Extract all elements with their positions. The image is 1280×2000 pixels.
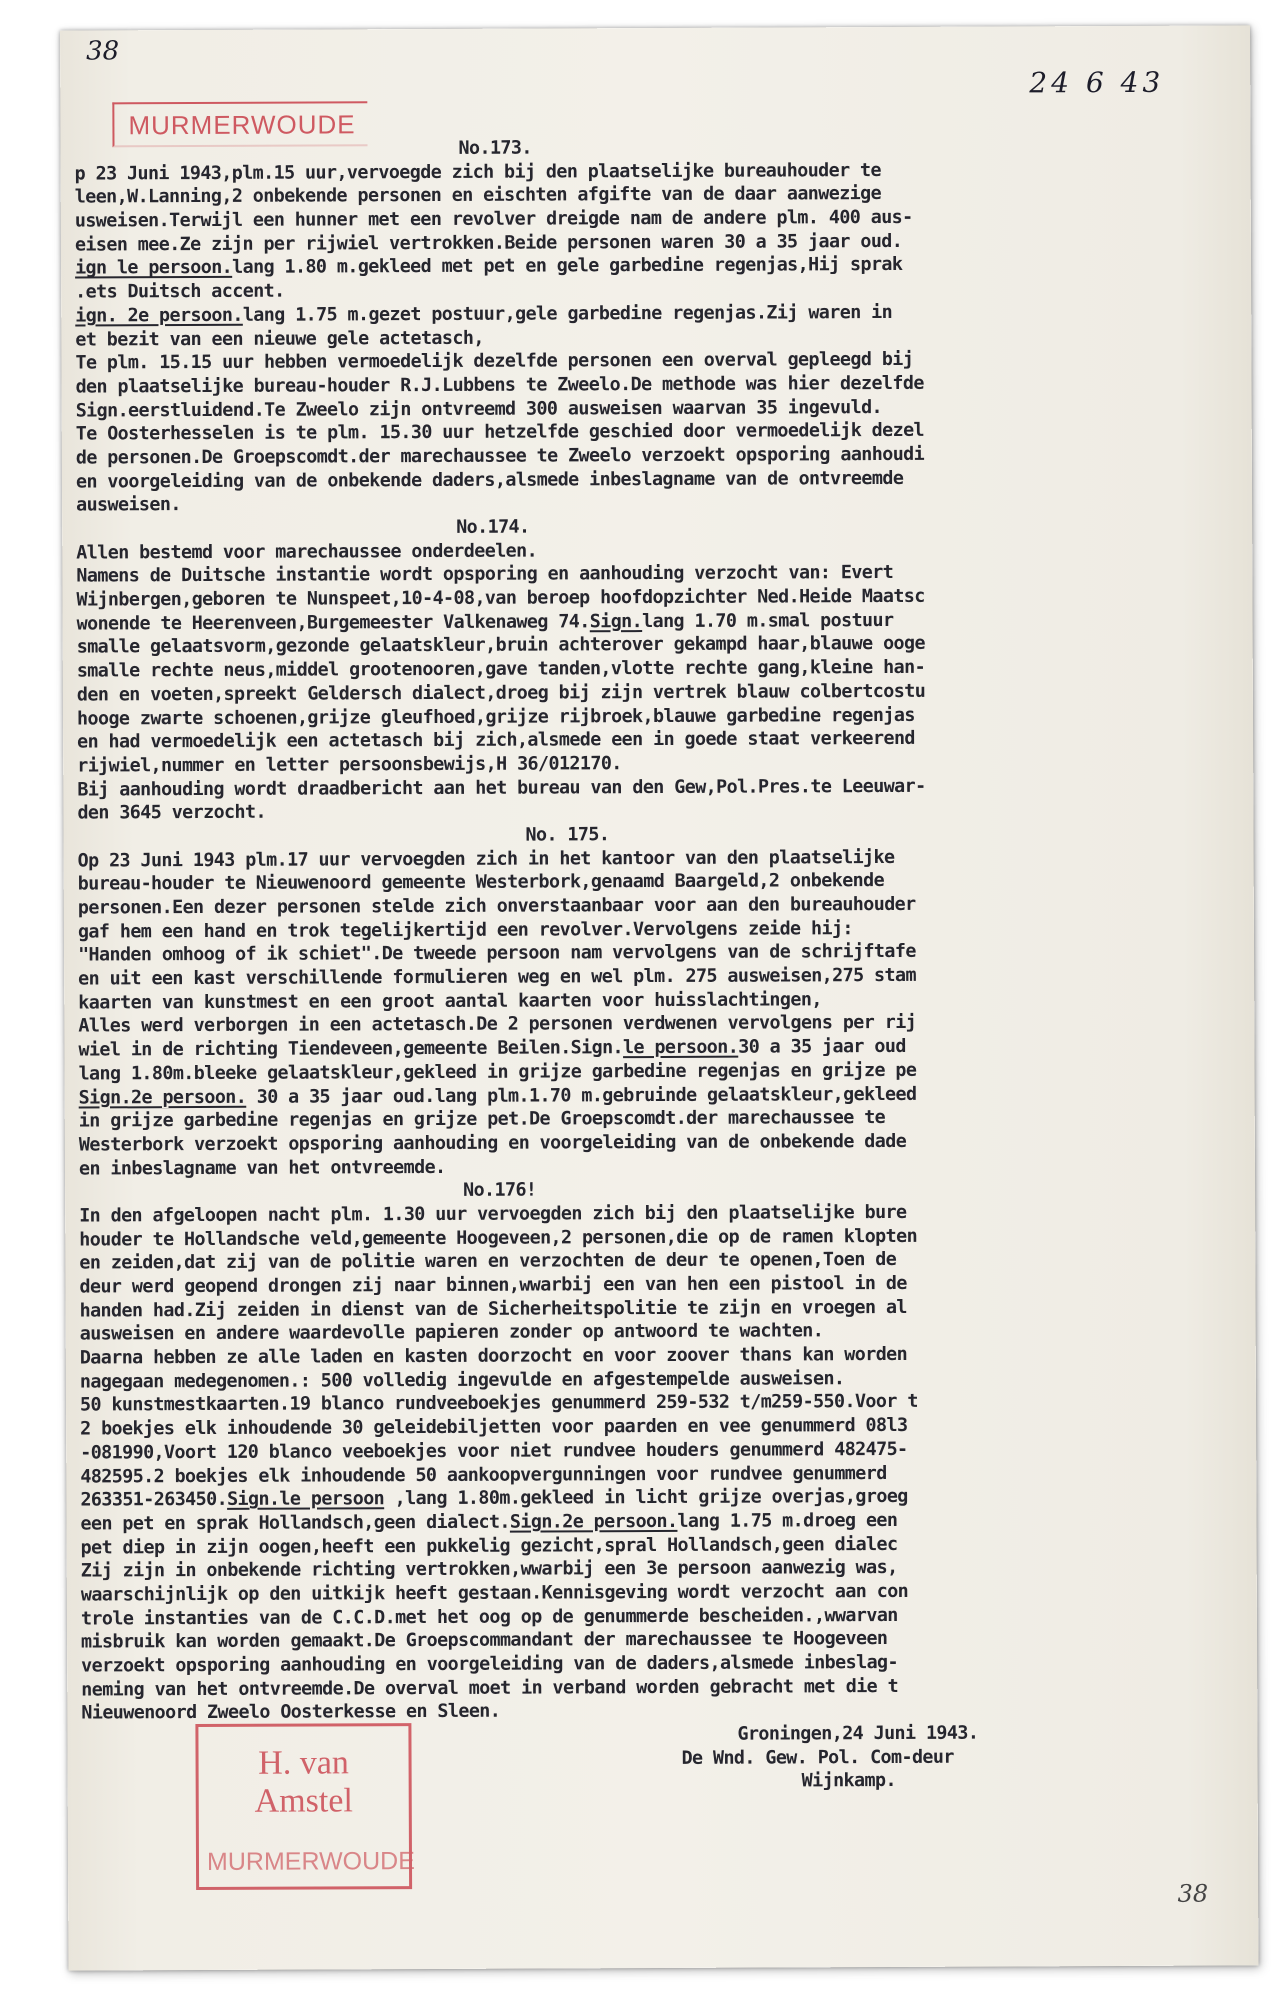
handwritten-date: 24 6 43: [1029, 65, 1165, 100]
section-176-line: deur werd geopend drongen zij naar binnen,wwarbij een van hen een pistool in de: [79, 1272, 907, 1298]
section-174-line: rijwiel,nummer en letter persoonsbewijs,H 36/012170.: [77, 753, 622, 777]
section-173-line: Sign.eerstluidend.Te Zweelo zijn ontvreemd 300 ausweisen waarvan 35 ingevuld.: [75, 396, 883, 422]
section-176-line: handen had.Zij zeiden in dienst van de Sicherheitspolitie te zijn en vroegen al: [79, 1296, 907, 1322]
section-174-heading: No.174.: [456, 516, 530, 538]
section-174-line: smalle gelaatsvorm,gezonde gelaatskleur,bruin achterover gekampd haar,blauwe ooge: [76, 633, 925, 658]
section-173-line: usweisen.Terwijl een hunner met een revolver dreigde nam de andere plm. 400 aus-: [74, 206, 913, 232]
sig2-post: lang 1.75 m.droeg een: [677, 1509, 898, 1532]
page-number-bottom: 38: [1177, 1879, 1209, 1908]
section-176-line: verzoekt opsporing aanhouding en voorgeleiding van de daders,alsmede inbeslag-: [81, 1651, 899, 1677]
sig2-post: 30 a 35 jaar oud.lang plm.1.70 m.gebruinde gelaatskleur,gekleed: [246, 1083, 917, 1108]
section-176-line: 2 boekjes elk inhoudende 30 geleidebiljetten voor paarden en vee genummerd 08l3: [80, 1415, 908, 1440]
sig2-label: ign. 2e persoon.: [75, 304, 243, 327]
section-176-line: Zij zijn in onbekende richting vertrokken,wwarbij een 3e persoon aanwezig was,: [80, 1557, 898, 1582]
section-174-line: en had vermoedelijk een actetasch bij zich,alsmede een in goede staat verkeerend: [77, 728, 915, 753]
section-176-line: en zeiden,dat zij van de politie waren en verzochten de deur te openen,Toen de: [79, 1249, 897, 1274]
sig1-label: le persoon.: [622, 1036, 739, 1059]
murmerwoude-stamp: MURMERWOUDE: [112, 101, 367, 147]
closing-place-date: Groningen,24 Juni 1943.: [737, 1722, 979, 1745]
section-176-line: pet diep in zijn oogen,heeft een pukkelig gezicht,spral Hollandsch,geen dialec: [80, 1533, 898, 1559]
sig2-text: lang 1.75 m.gezet postuur,gele garbedine regenjas.Zij waren in: [242, 301, 893, 326]
sig-label: Sign.: [589, 610, 643, 633]
sig1-text: lang 1.80 m.gekleed met pet en gele garbedine regenjas,Hij sprak: [232, 254, 903, 279]
section-173-line: Te plm. 15.15 uur hebben vermoedelijk dezelfde personen een overval gepleegd bij: [75, 349, 914, 374]
section-175-line: en inbeslagname van het ontvreemde.: [78, 1156, 446, 1180]
section-176-line: 482595.2 boekjes elk inhoudende 50 aankoopvergunningen voor rundvee genummerd: [80, 1462, 887, 1488]
typed-text: [74, 133, 1251, 1796]
section-176-line: In den afgeloopen nacht plm. 1.30 uur vervoegden zich bij den plaatselijke bure: [79, 1201, 907, 1227]
sig2-label: Sign.2e persoon.: [509, 1510, 678, 1533]
section-174-line: Namens de Duitsche instantie wordt opsporing en aanhouding verzocht van: Evert: [76, 562, 894, 587]
section-173-line: .ets Duitsch accent.: [75, 280, 285, 303]
stamp-place: MURMERWOUDE: [206, 1847, 415, 1876]
sig1-post: ,lang 1.80m.gekleed in licht grijze overjas,groeg: [384, 1486, 908, 1510]
sig2-pre: een pet en sprak Hollandsch,geen dialect.: [80, 1511, 510, 1535]
sig-post: lang 1.70 m.smal postuur: [642, 609, 894, 632]
section-176-line: misbruik kan worden gemaakt.De Groepscommandant der marechaussee te Hoogeveen: [80, 1628, 888, 1653]
section-173-line: eisen mee.Ze zijn per rijwiel vertrokken.Beide personen waren 30 a 35 jaar oud.: [74, 230, 903, 256]
section-176-line: houder te Hollandsche veld,gemeente Hoogeveen,2 personen,die op de ramen klopten: [79, 1225, 918, 1251]
closing-title: De Wnd. Gew. Pol. Com-deur: [681, 1746, 954, 1769]
sig-pre: wonende te Heerenveen,Burgemeester Valkenaweg 74.: [76, 611, 590, 635]
section-174-line: den 3645 verzocht.: [77, 801, 266, 824]
page-number-handwritten: 38: [86, 36, 120, 67]
sig2-label: Sign.2e persoon.: [78, 1086, 247, 1109]
document-page: [60, 25, 1258, 1970]
section-175-line: in grijze garbedine regenjas en grijze pet.De Groepscomdt.der marechaussee te: [78, 1107, 886, 1132]
section-174-line: Wijnbergen,geboren te Nunspeet,10-4-08,van beroep hoofdopzichter Ned.Heide Maatsc: [76, 585, 925, 611]
section-175-line: "Handen omhoog of ik schiet".De tweede persoon nam vervolgens van de schrijftafe: [77, 941, 916, 966]
section-175-line: en uit een kast verschillende formulieren weg en wel plm. 275 ausweisen,275 stam: [78, 964, 916, 990]
section-173-line: leen,W.Lanning,2 onbekende personen en eischten afgifte van de daar aanwezige: [74, 183, 882, 208]
section-173-line: de personen.De Groepscomdt.der marechaussee te Zweelo verzoekt opsporing aanhoudi: [75, 443, 925, 469]
section-174-line: smalle rechte neus,middel grootenooren,gave tanden,vlotte rechte gang,kleine han-: [76, 656, 926, 682]
section-174-line: den en voeten,spreekt Geldersch dialect,droeg bij zijn vertrek blauw colbertcostu: [76, 680, 926, 706]
section-176-line: ausweisen en andere waardevolle papieren zonder op antwoord te wachten.: [79, 1320, 824, 1345]
section-176-line: neming van het ontvreemde.De overval moet in verband worden gebracht met die t: [81, 1675, 899, 1701]
section-176-line: waarschijnlijk op den uitkijk heeft gestaan.Kennisgeving wordt verzocht aan con: [80, 1580, 909, 1606]
sig1-pre: wiel in de richting Tiendeveen,gemeente Beilen.Sign.: [78, 1037, 624, 1061]
section-173-line: p 23 Juni 1943,plm.15 uur,vervoegde zich bij den plaatselijke bureauhouder te: [74, 159, 882, 185]
section-176-line: nagegaan medegenomen.: 500 volledig ingevulde en afgestempelde ausweisen.: [79, 1367, 845, 1393]
signature-stamp: [195, 1723, 415, 1890]
section-175-line: Westerbork verzoekt opsporing aanhouding en voorgeleiding van de onbekende dade: [78, 1130, 907, 1156]
sig1-post: 30 a 35 jaar oud: [738, 1036, 906, 1058]
section-176-line: 50 kunstmestkaarten.19 blanco rundveeboekjes genummerd 259-532 t/m259-550.Voor t: [79, 1391, 918, 1416]
section-175-heading: No. 175.: [525, 824, 610, 846]
section-175-line: personen.Een dezer personen stelde zich onverstaanbaar voor aan den bureauhouder: [77, 893, 916, 919]
section-176-line: -081990,Voort 120 blanco veeboekjes voor niet rundvee houders genummerd 482475-: [80, 1438, 908, 1464]
section-173-line: en voorgeleiding van de onbekende daders,alsmede inbeslagname van de ontvreemde: [75, 467, 904, 493]
stamp-name: H. van Amstel: [254, 1744, 353, 1820]
sig1-label: Sign.le persoon: [226, 1488, 385, 1511]
sig1-pre: 263351-263450.: [80, 1489, 228, 1511]
section-173-line: et bezit van een nieuwe gele actetasch,: [75, 327, 484, 351]
section-174-line: hooge zwarte schoenen,grijze gleufhoed,grijze rijbroek,blauwe garbedine regenjas: [76, 704, 915, 730]
section-173-line: den plaatselijke bureau-houder R.J.Lubbens te Zweelo.De methode was hier dezelfde: [75, 372, 924, 398]
sig1-label: ign le persoon.: [74, 257, 233, 279]
section-175-line: Alles werd verborgen in een actetasch.De 2 personen verdwenen vervolgens per rij: [78, 1012, 917, 1037]
section-174-line: Allen bestemd voor marechaussee onderdeelen.: [76, 540, 538, 564]
section-176-heading: No.176!: [463, 1179, 537, 1202]
section-174-line: Bij aanhouding wordt draadbericht aan het bureau van den Gew,Pol.Pres.te Leeuwar-: [77, 775, 926, 801]
section-175-line: lang 1.80m.bleeke gelaatskleur,gekleed in grijze garbedine regenjas en grijze pe: [78, 1059, 917, 1085]
section-175-line: Op 23 Juni 1943 plm.17 uur vervoegden zich in het kantoor van den plaatselijke: [77, 846, 895, 872]
section-173-line: ausweisen.: [76, 494, 181, 516]
section-176-line: trole instanties van de C.C.D.met het oog op de genummerde bescheiden.,wwarvan: [80, 1604, 898, 1630]
section-175-line: kaarten van kunstmest en een groot aantal kaarten voor huisslachtingen,: [78, 989, 822, 1014]
section-176-line: Nieuwenoord Zweelo Oosterkesse en Sleen.: [81, 1701, 501, 1724]
section-175-line: bureau-houder te Nieuwenoord gemeente Westerbork,genaamd Baargeld,2 onbekende: [77, 870, 885, 895]
section-173-heading: No.173.: [458, 137, 532, 159]
closing-name: Wijnkamp.: [801, 1770, 896, 1792]
section-173-line: Te Oosterhesselen is te plm. 15.30 uur hetzelfde geschied door vermoedelijk dezel: [75, 420, 925, 445]
section-176-line: Daarna hebben ze alle laden en kasten doorzocht en voor zoover thans kan worden: [79, 1343, 908, 1369]
section-175-line: gaf hem een hand en trok tegelijkertijd een revolver.Vervolgens zeide hij:: [77, 917, 853, 943]
